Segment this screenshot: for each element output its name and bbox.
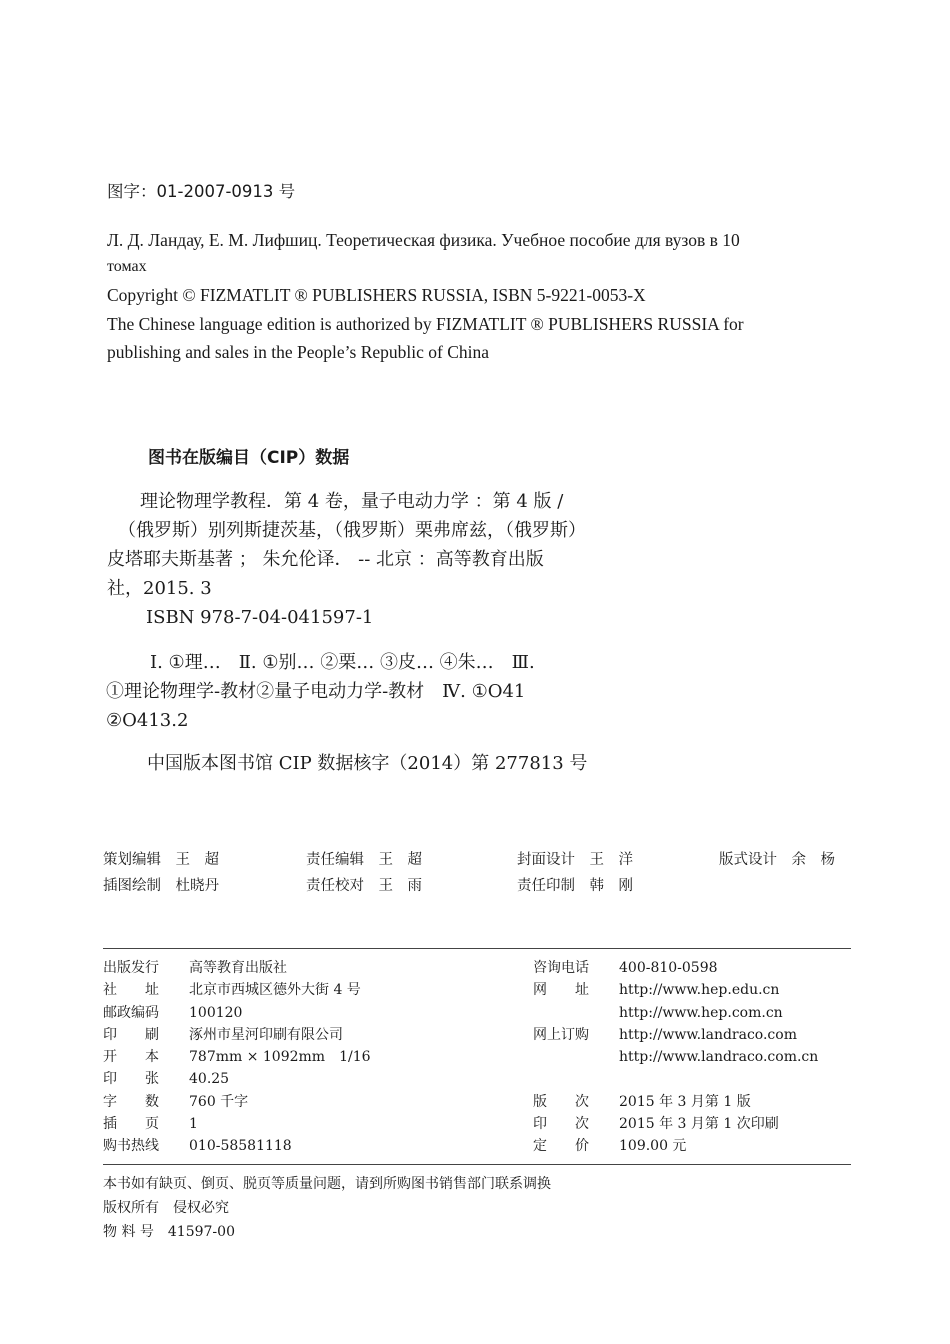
- info-row: 插 页 1: [103, 1116, 198, 1133]
- cip-record-number: 中国版本图书馆 CIP 数据核字（2014）第 277813 号: [147, 753, 588, 774]
- cip-line: 社，2015. 3: [107, 578, 212, 599]
- info-row: 网 址 http://www.hep.edu.cn: [533, 982, 780, 999]
- info-row: 社 址 北京市西城区德外大街 4 号: [103, 982, 361, 999]
- info-row: 咨询电话 400-810-0598: [533, 960, 718, 976]
- bottom-divider: [103, 1164, 851, 1165]
- original-title-line1: Л. Д. Ландау, Е. М. Лифшиц. Теоретическая физика. Учебное пособие для вузов в 10: [107, 230, 740, 250]
- info-row: 印 张 40.25: [103, 1071, 230, 1088]
- staff-credit: 封面设计 王 洋: [517, 852, 633, 868]
- info-row: http://www.landraco.com.cn: [619, 1049, 819, 1066]
- info-row: [533, 1068, 818, 1090]
- authorization-line2: publishing and sales in the People’s Republic of China: [107, 342, 490, 362]
- cip-line: （俄罗斯）别列斯捷茨基，（俄罗斯）栗弗席兹，（俄罗斯）: [118, 520, 586, 541]
- defect-notice: 本书如有缺页、倒页、脱页等质量问题，请到所购图书销售部门联系调换: [103, 1176, 551, 1192]
- authorization-line1: The Chinese language edition is authorized by FIZMATLIT ® PUBLISHERS RUSSIA for: [107, 314, 744, 334]
- staff-credit: 责任印制 韩 刚: [517, 878, 633, 894]
- staff-credit: 版式设计 余 杨: [719, 852, 835, 868]
- permit-number: 图字：01-2007-0913 号: [107, 182, 296, 201]
- info-row: 开 本 787mm × 1092mm 1/16: [103, 1049, 371, 1066]
- material-number: 物 料 号 41597-00: [103, 1224, 235, 1240]
- isbn-line: ISBN 978-7-04-041597-1: [146, 607, 374, 628]
- info-row: 出版发行 高等教育出版社: [103, 960, 287, 976]
- info-row: 印 次 2015 年 3 月第 1 次印刷: [533, 1116, 779, 1133]
- info-row: 邮政编码 100120: [103, 1004, 243, 1021]
- info-row: 版 次 2015 年 3 月第 1 版: [533, 1093, 751, 1110]
- publication-info-right: [533, 957, 818, 1158]
- info-row: 购书热线 010-58581118: [103, 1138, 292, 1155]
- class-line: ①理论物理学-教材②量子电动力学-教材 Ⅳ. ①O41: [106, 681, 526, 702]
- rights-notice: 版权所有 侵权必究: [103, 1200, 229, 1216]
- cip-heading: 图书在版编目（CIP）数据: [148, 448, 350, 468]
- staff-credit: 责任校对 王 雨: [306, 878, 422, 894]
- info-row: 定 价 109.00 元: [533, 1138, 687, 1155]
- info-row: 字 数 760 千字: [103, 1093, 249, 1110]
- top-divider: [103, 948, 851, 949]
- copyright-line: Copyright © FIZMATLIT ® PUBLISHERS RUSSIA, ISBN 5-9221-0053-X: [107, 285, 646, 305]
- info-row: 印 刷 涿州市星河印刷有限公司: [103, 1026, 343, 1043]
- cip-classification: [106, 648, 535, 735]
- staff-credit: 策划编辑 王 超: [103, 852, 219, 868]
- cip-body: [107, 487, 586, 632]
- class-line: Ⅰ. ①理… Ⅱ. ①别… ②栗… ③皮… ④朱… Ⅲ.: [150, 652, 535, 673]
- staff-credit: 责任编辑 王 超: [306, 852, 422, 868]
- info-row: http://www.hep.com.cn: [619, 1004, 783, 1021]
- class-line: ②O413.2: [106, 710, 189, 731]
- info-row: 网上订购 http://www.landraco.com: [533, 1026, 797, 1043]
- publication-info-left: [103, 957, 371, 1158]
- cip-line: 理论物理学教程．第 4 卷，量子电动力学 ：第 4 版 /: [140, 491, 564, 512]
- staff-credit: 插图绘制 杜晓丹: [103, 878, 219, 894]
- original-title-line2: томах: [107, 258, 147, 275]
- cip-line: 皮塔耶夫斯基著 ； 朱允伦译． -- 北京 ：高等教育出版: [107, 549, 544, 570]
